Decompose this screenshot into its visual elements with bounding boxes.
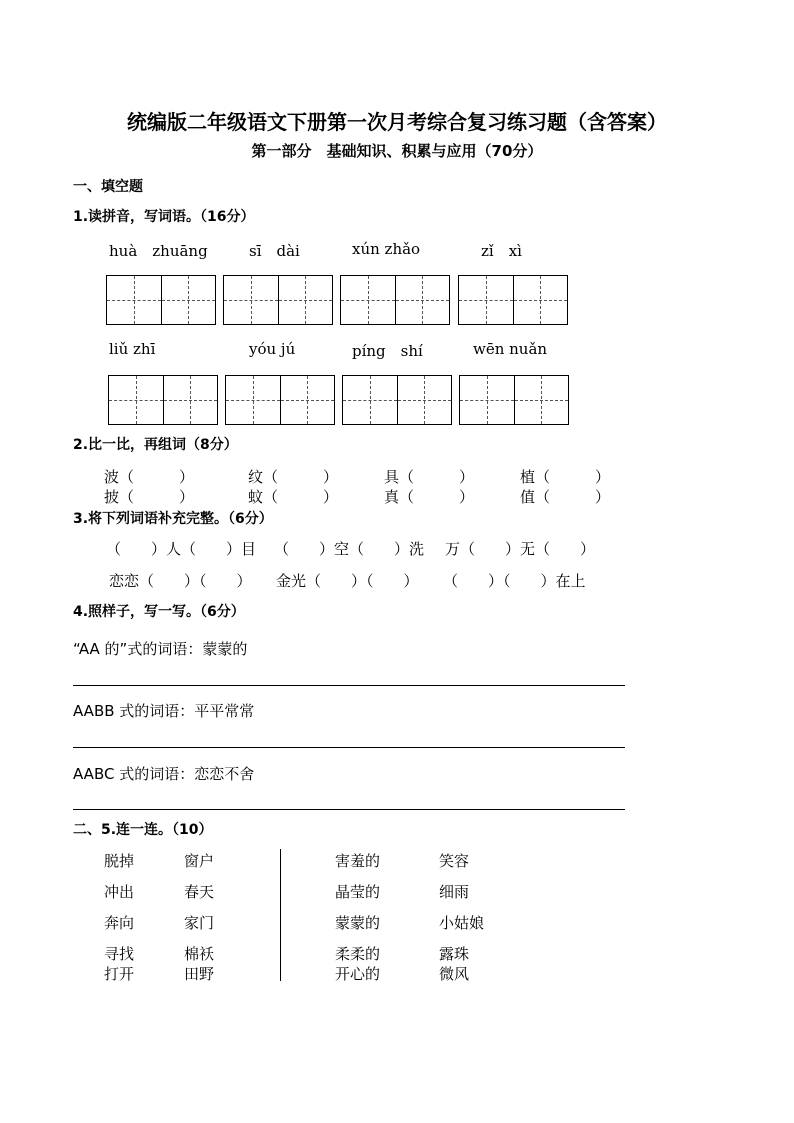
compare-word-blank[interactable]: 披（ ） (104, 488, 195, 506)
idiom-blank[interactable]: 金光（ ）（ ） (276, 572, 419, 590)
match-verb[interactable]: 冲出 (104, 883, 135, 901)
match-noun[interactable]: 家门 (184, 914, 215, 932)
pinyin-label: píng shí (352, 342, 423, 360)
writing-grid[interactable] (340, 275, 450, 325)
match-adjective[interactable]: 晶莹的 (335, 883, 381, 901)
match-verb[interactable]: 打开 (104, 965, 135, 983)
answer-line[interactable] (73, 747, 625, 748)
match-noun[interactable]: 窗户 (184, 852, 215, 870)
match-noun[interactable]: 田野 (184, 965, 215, 983)
writing-grid[interactable] (342, 375, 452, 425)
pinyin-label: liǔ zhī (109, 340, 156, 358)
answer-line[interactable] (73, 685, 625, 686)
compare-word-blank[interactable]: 波（ ） (104, 468, 195, 486)
column-divider (280, 849, 281, 981)
writing-grid[interactable] (108, 375, 218, 425)
pinyin-label: yóu jú (249, 340, 296, 358)
pinyin-label: wēn nuǎn (473, 340, 548, 358)
match-adjective[interactable]: 蒙蒙的 (335, 914, 381, 932)
question-3-heading: 3.将下列词语补充完整。（6分） (73, 511, 273, 527)
example-prompt: AABB 式的词语：平平常常 (73, 702, 255, 720)
match-verb[interactable]: 寻找 (104, 945, 135, 963)
compare-word-blank[interactable]: 纹（ ） (248, 468, 339, 486)
match-adjective[interactable]: 柔柔的 (335, 945, 381, 963)
pinyin-label: zǐ xì (481, 242, 522, 260)
match-noun[interactable]: 春天 (184, 883, 215, 901)
pinyin-label: sī dài (249, 242, 300, 260)
idiom-blank[interactable]: 万（ ）无（ ） (445, 540, 596, 558)
writing-grid[interactable] (458, 275, 568, 325)
match-noun[interactable]: 棉袄 (184, 945, 215, 963)
section-heading-matching: 二、5.连一连。（10） (73, 822, 213, 838)
match-adjective[interactable]: 害羞的 (335, 852, 381, 870)
match-verb[interactable]: 脱掉 (104, 852, 135, 870)
pinyin-label: xún zhǎo (352, 240, 421, 258)
example-prompt: “AA 的”式的词语：蒙蒙的 (73, 640, 248, 658)
idiom-blank[interactable]: （ ）（ ）在上 (443, 572, 586, 590)
compare-word-blank[interactable]: 植（ ） (520, 468, 611, 486)
page-title: 统编版二年级语文下册第一次月考综合复习练习题（含答案） (127, 110, 667, 134)
answer-line[interactable] (73, 809, 625, 810)
compare-word-blank[interactable]: 值（ ） (520, 488, 611, 506)
writing-grid[interactable] (459, 375, 569, 425)
match-verb[interactable]: 奔向 (104, 914, 135, 932)
match-noun-right[interactable]: 细雨 (439, 883, 470, 901)
idiom-blank[interactable]: 恋恋（ ）（ ） (109, 572, 252, 590)
idiom-blank[interactable]: （ ）空（ ）洗 (274, 540, 425, 558)
compare-word-blank[interactable]: 具（ ） (384, 468, 475, 486)
question-2-heading: 2.比一比，再组词（8分） (73, 437, 238, 453)
match-adjective[interactable]: 开心的 (335, 965, 381, 983)
match-noun-right[interactable]: 微风 (439, 965, 470, 983)
pinyin-label: huà zhuāng (109, 242, 208, 260)
match-noun-right[interactable]: 小姑娘 (439, 914, 485, 932)
writing-grid[interactable] (223, 275, 333, 325)
match-noun-right[interactable]: 笑容 (439, 852, 470, 870)
compare-word-blank[interactable]: 真（ ） (384, 488, 475, 506)
writing-grid[interactable] (225, 375, 335, 425)
section-heading-fill-blank: 一、填空题 (73, 179, 143, 195)
writing-grid[interactable] (106, 275, 216, 325)
example-prompt: AABC 式的词语：恋恋不舍 (73, 765, 255, 783)
idiom-blank[interactable]: （ ）人（ ）目 (106, 540, 257, 558)
question-4-heading: 4.照样子，写一写。（6分） (73, 604, 245, 620)
page-subtitle: 第一部分 基础知识、积累与应用（70分） (251, 142, 543, 160)
compare-word-blank[interactable]: 蚊（ ） (248, 488, 339, 506)
question-1-heading: 1.读拼音，写词语。（16分） (73, 209, 255, 225)
match-noun-right[interactable]: 露珠 (439, 945, 470, 963)
